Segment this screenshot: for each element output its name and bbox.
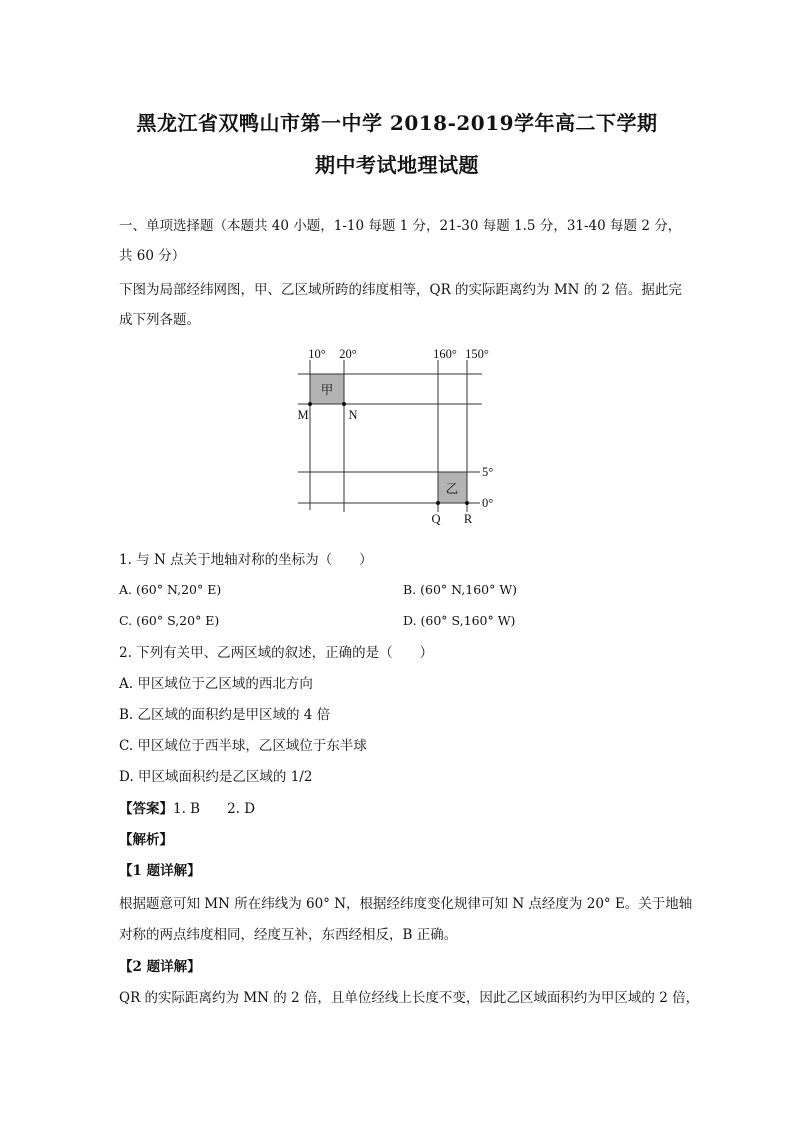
region-jia-label: 甲 [320,383,334,397]
point-label-q: Q [431,512,441,526]
question-1-option-b: B. (60° N,160° W) [403,582,518,597]
lat-label-5: 5° [482,465,494,479]
point-m [308,402,312,406]
section-heading-cont: 共 60 分） [119,248,186,264]
intro-text-cont: 成下列各题。 [119,312,200,328]
document-title-line2: 期中考试地理试题 [315,153,479,177]
point-label-r: R [463,512,473,526]
analysis-label: 【解析】 [119,832,173,848]
detail-2-label: 【2 题详解】 [119,959,201,975]
point-label-m: M [297,408,309,422]
detail-1-text: 根据题意可知 MN 所在纬线为 60° N，根据经纬度变化规律可知 N 点经度为 20° E。关于地轴 [119,896,693,912]
lon-label-10: 10° [308,347,326,361]
question-1-option-a: A. (60° N,20° E) [119,582,222,597]
question-1-stem: 1. 与 N 点关于地轴对称的坐标为（ ） [119,552,373,568]
lat-label-0: 0° [482,496,494,510]
answer-row [119,799,679,819]
point-r [465,501,469,505]
graticule-figure [290,340,510,530]
question-1-option-d: D. (60° S,160° W) [403,613,516,628]
lon-label-150: 150° [465,347,489,361]
document-title-line1: 黑龙江省双鸭山市第一中学 2018-2019学年高二下学期 [136,111,658,135]
lon-label-160: 160° [433,347,457,361]
lon-label-20: 20° [339,347,357,361]
detail-1-label: 【1 题详解】 [119,863,201,879]
region-yi-label: 乙 [445,482,459,496]
question-2-stem: 2. 下列有关甲、乙两区域的叙述，正确的是（ ） [119,645,434,661]
point-n [342,402,346,406]
question-2-option-b: B. 乙区域的面积约是甲区域的 4 倍 [119,707,331,723]
point-q [436,501,440,505]
section-heading: 一、单项选择题（本题共 40 小题，1-10 每题 1 分，21-30 每题 1.5 分，31-40 每题 2 分， [119,218,682,234]
question-1-option-c: C. (60° S,20° E) [119,613,220,628]
detail-1-text-cont: 对称的两点纬度相同，经度互补，东西经相反，B 正确。 [119,927,458,943]
answer-label: 【答案】 [119,801,173,817]
detail-2-text: QR 的实际距离约为 MN 的 2 倍，且单位经线上长度不变，因此乙区域面积约为甲区域的 2 倍， [119,990,700,1006]
question-2-option-c: C. 甲区域位于西半球，乙区域位于东半球 [119,738,367,754]
point-label-n: N [348,408,358,422]
answer-text: 1. B 2. D [173,801,256,817]
question-2-option-d: D. 甲区域面积约是乙区域的 1/2 [119,769,313,785]
intro-text: 下图为局部经纬网图，甲、乙区域所跨的纬度相等，QR 的实际距离约为 MN 的 2 倍。据此完 [119,282,682,298]
question-2-option-a: A. 甲区域位于乙区域的西北方向 [119,676,313,692]
